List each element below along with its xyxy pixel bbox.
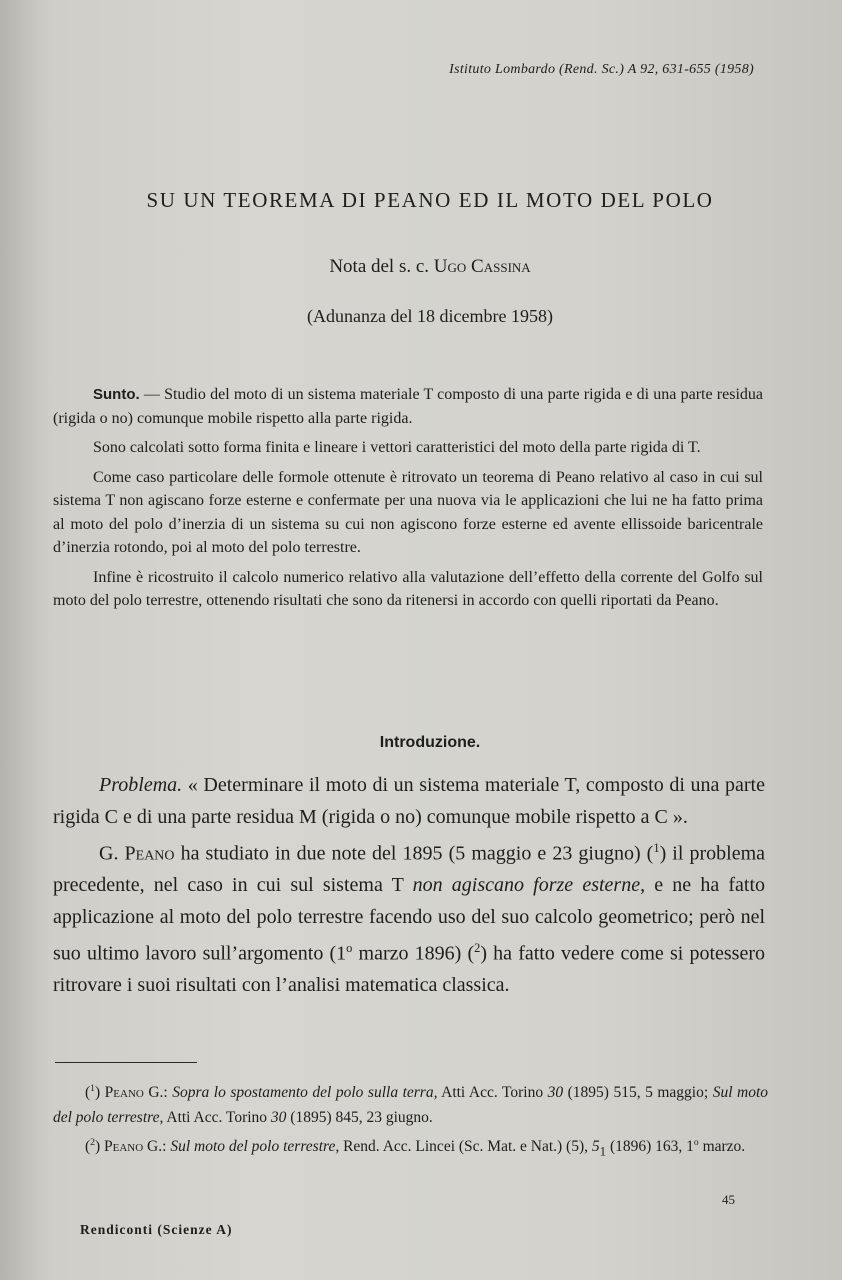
footnote-2: ($^2$) Peano G.: Sul moto del polo terrestre, Rend. Acc. Lincei (Sc. Mat. e Nat.) (5), $5_1$ (1896) 163, 1$^o$ marzo.: [85, 1137, 746, 1159]
author-name: Ugo Cassina: [433, 256, 531, 277]
footnote-ref-2[interactable]: 2: [474, 941, 481, 956]
section-heading: Introduzione.: [379, 734, 481, 751]
footnote-ref-1[interactable]: 1: [653, 841, 660, 855]
author-line: [60, 256, 800, 278]
meeting-date: (Adunanza del 18 dicembre 1958): [307, 306, 553, 326]
paper-title: SU UN TEOREMA DI PEANO ED IL MOTO DEL POLO: [146, 188, 714, 212]
peano-name: G. Peano: [99, 842, 175, 865]
abstract-paragraph: Sono calcolati sotto forma finita e lineare i vettori caratteristici del moto della parte rigida di T.: [93, 439, 701, 456]
abstract-paragraph: Come caso particolare delle formole ottenute è ritrovato un teorema di Peano relativo al caso in cui sul sistema T non agiscano forze esterne e confermate per una nuova via le applicazioni che lui ne ha fatto prima al moto del polo d’inerzia di un sistema su cui non agiscono forze esterne ed avente ellissoide baricentrale d’inerzia rotondo, poi al moto del polo terrestre.: [53, 468, 763, 556]
journal-citation: Istituto Lombardo (Rend. Sc.) A 92, 631-655 (1958): [449, 62, 754, 77]
footnote-1: ($^1$) Peano G.: Sopra lo spostamento del polo sulla terra, Atti Acc. Torino 30 (1895) 515, 5 maggio; Sul moto del polo terrestre, Atti Acc. Torino 30 (1895) 845, 23 giugno.: [53, 1083, 769, 1127]
abstract: [53, 383, 763, 619]
body-text: [53, 770, 765, 1002]
abstract-text: — Studio del moto di un sistema materiale T composto di una parte rigida e di una parte residua (rigida o no) comunque mobile rispetto alla parte rigida.: [53, 386, 763, 427]
footnotes: [53, 1076, 768, 1163]
footnote-divider: [55, 1062, 197, 1063]
page-number: 45: [722, 1192, 735, 1207]
author-prefix: Nota del s. c.: [329, 256, 430, 277]
body-paragraph: G. Peano ha studiato in due note del 1895 (5 maggio e 23 giugno) ($^1$) il problema precedente, nel caso in cui sul sistema T non agiscano forze esterne, e ne ha fatto applicazione al moto del polo terrestre facendo uso del suo calcolo geometrico; però nel suo ultimo lavoro sull’argomento (1$^o$ marzo 1896) ($^2$) ha fatto vedere come si potessero ritrovare i suoi risultati con l’analisi matematica classica.: [53, 841, 766, 997]
abstract-paragraph: [53, 383, 763, 430]
footer-label: Rendiconti (Scienze A): [80, 1222, 233, 1237]
abstract-label: Sunto.: [93, 386, 140, 403]
body-paragraph: Problema. « Determinare il moto di un sistema materiale T, composto di una parte rigida C e di una parte residua M (rigida o no) comunque mobile rispetto a C ».: [53, 774, 765, 828]
abstract-paragraph: Infine è ricostruito il calcolo numerico relativo alla valutazione dell’effetto della corrente del Golfo sul moto del polo terrestre, ottenendo risultati che sono da ritenersi in accordo con quelli riportati da Peano.: [53, 568, 763, 609]
problem-label: Problema.: [99, 774, 183, 796]
